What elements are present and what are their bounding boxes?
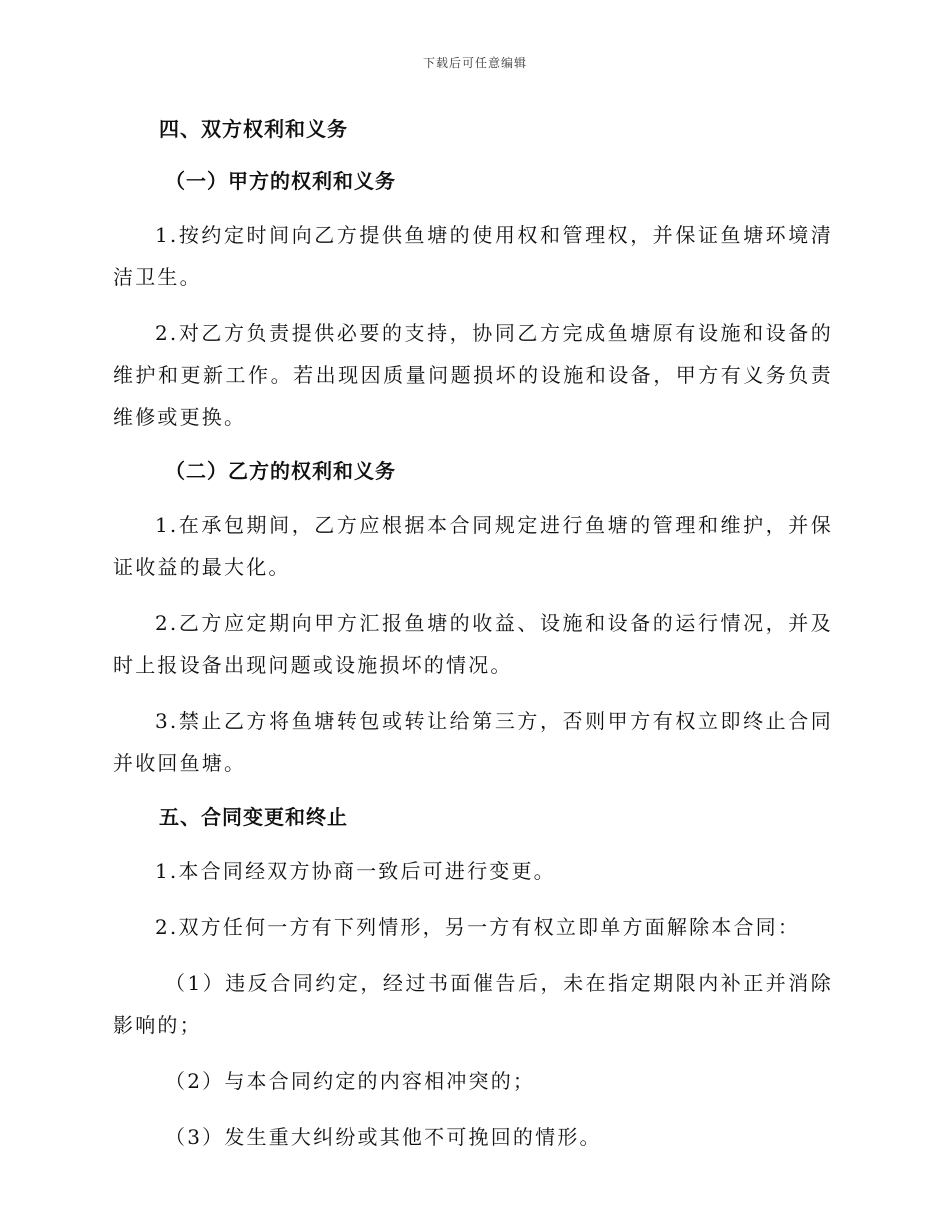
- party-b-item-1: 1.在承包期间，乙方应根据本合同规定进行鱼塘的管理和维护，并保证收益的最大化。: [113, 513, 833, 579]
- section-5-title: 五、合同变更和终止: [159, 805, 348, 829]
- termination-case-1: （1）违反合同约定，经过书面催告后，未在指定期限内补正并消除影响的；: [113, 971, 833, 1037]
- party-b-item-3: 3.禁止乙方将鱼塘转包或转让给第三方，否则甲方有权立即终止合同并收回鱼塘。: [113, 709, 833, 775]
- party-b-item-2: 2.乙方应定期向甲方汇报鱼塘的收益、设施和设备的运行情况，并及时上报设备出现问题或设施损坏的情况。: [113, 611, 833, 677]
- termination-case-3: （3）发生重大纠纷或其他不可挽回的情形。: [165, 1125, 602, 1149]
- termination-case-2: （2）与本合同约定的内容相冲突的；: [165, 1069, 536, 1093]
- section-5-item-2: 2.双方任何一方有下列情形，另一方有权立即单方面解除本合同：: [155, 915, 801, 939]
- party-a-item-1: 1.按约定时间向乙方提供鱼塘的使用权和管理权，并保证鱼塘环境清洁卫生。: [113, 223, 833, 289]
- party-a-title: （一）甲方的权利和义务: [165, 169, 396, 193]
- party-b-title: （二）乙方的权利和义务: [165, 459, 396, 483]
- page-header: 下载后可任意编辑: [422, 56, 527, 70]
- section-4-title: 四、双方权利和义务: [159, 117, 348, 141]
- document-body: [113, 110, 833, 1172]
- section-5-item-1: 1.本合同经双方协商一致后可进行变更。: [155, 859, 556, 883]
- party-a-item-2: 2.对乙方负责提供必要的支持，协同乙方完成鱼塘原有设施和设备的维护和更新工作。若出现因质量问题损坏的设施和设备，甲方有义务负责维修或更换。: [113, 321, 833, 429]
